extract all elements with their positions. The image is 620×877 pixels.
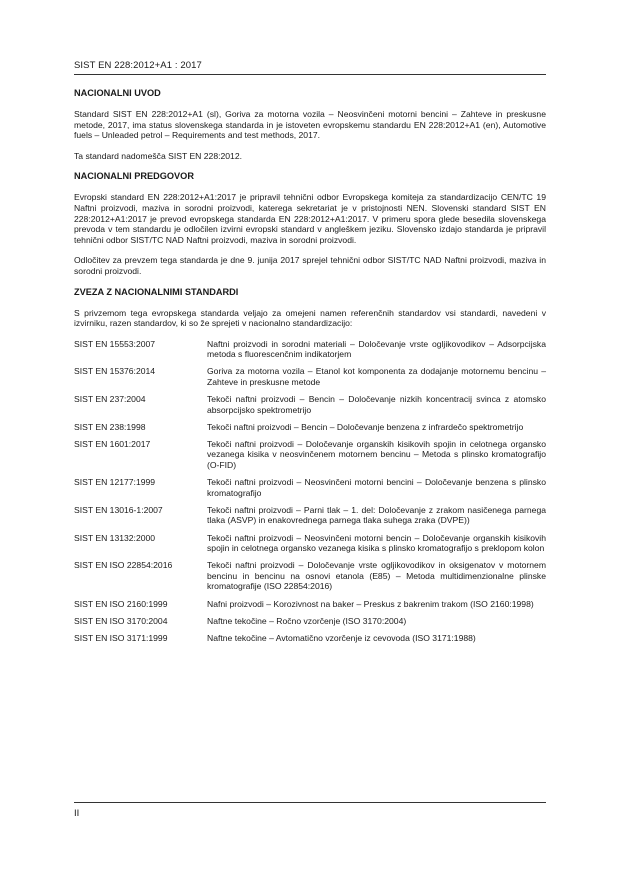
reference-code: SIST EN 15553:2007 — [74, 338, 156, 349]
reference-title: Naftne tekočine – Ročno vzorčenje (ISO 3170:2004) — [207, 615, 407, 626]
reference-title: Goriva za motorna vozila – Etanol kot komponenta za dodajanje motornemu bencinu – Zahteve in preskusne metode — [207, 366, 546, 387]
reference-title: Tekoči naftni proizvodi – Parni tlak – 1. del: Določevanje z zrakom nasičenega parnega tlaka (ASVP) in enakovrednega parnega tlaka suhega zraka (DVPE)) — [207, 504, 546, 526]
reference-row — [74, 533, 546, 561]
reference-title: Tekoči naftni proizvodi – Neosvinčeni motorni bencin – Določevanje organskih kisikovih spojin in celotnega organsko vezanega kisika s plinsko kromatografijo s preklopom kolon — [207, 532, 546, 554]
section-heading-predgovor: NACIONALNI PREDGOVOR — [74, 171, 194, 182]
reference-row — [74, 422, 546, 439]
reference-row — [74, 477, 546, 505]
reference-standards-table — [74, 339, 546, 650]
reference-code: SIST EN 1601:2017 — [74, 438, 151, 449]
reference-title: Tekoči naftni proizvodi – Določevanje organskih kisikovih spojin in celotnega organsko vezanega kisika v neosvinčenem motornem bencinu – Metoda s plinsko kromatografijo (O-FID) — [207, 438, 546, 471]
reference-row — [74, 599, 546, 616]
uvod-paragraph-1: Standard SIST EN 228:2012+A1 (sl), Goriva za motorna vozila – Neosvinčeni motorni bencini – Zahteve in preskusne metode, 2017, ima status slovenskega standarda in je istoveten evropskemu standardu EN 228:2012+A1 (en), Automotive fuels – Unleaded petrol – Requirements and test methods, 2017. — [74, 109, 546, 141]
reference-title: Naftni proizvodi in sorodni materiali – Določevanje vrste ogljikovodikov – Adsorpcijska metoda s fluorescenčnim indikatorjem — [207, 338, 546, 360]
reference-row — [74, 366, 546, 394]
reference-code: SIST EN 238:1998 — [74, 421, 146, 432]
reference-code: SIST EN ISO 3171:1999 — [74, 632, 168, 643]
reference-code: SIST EN 237:2004 — [74, 394, 146, 405]
reference-code: SIST EN 15376:2014 — [74, 366, 156, 377]
section-heading-uvod: NACIONALNI UVOD — [74, 88, 161, 98]
reference-row — [74, 616, 546, 633]
reference-row — [74, 439, 546, 477]
reference-title: Tekoči naftni proizvodi – Neosvinčeni motorni bencini – Določevanje benzena s plinsko kromatografijo — [207, 477, 546, 498]
header-rule — [74, 74, 546, 75]
reference-row — [74, 394, 546, 422]
running-header: SIST EN 228:2012+A1 : 2017 — [74, 60, 202, 71]
page-number: II — [74, 808, 80, 819]
reference-title: Tekoči naftni proizvodi – Bencin – Določevanje nizkih koncentracij svinca z atomsko absorpcijsko spektrometrijo — [207, 394, 546, 415]
reference-title: Tekoči naftni proizvodi – Bencin – Določevanje benzena z infrardečo spektrometrijo — [207, 421, 524, 432]
reference-row — [74, 633, 546, 650]
reference-code: SIST EN 13016-1:2007 — [74, 504, 163, 515]
reference-title: Nafni proizvodi – Korozivnost na baker – Preskus z bakrenim trakom (ISO 2160:1998) — [207, 598, 534, 609]
reference-code: SIST EN 12177:1999 — [74, 477, 156, 488]
reference-code: SIST EN ISO 2160:1999 — [74, 598, 168, 609]
zveza-intro: S privzemom tega evropskega standarda veljajo za omejeni namen referenčnih standardov vsi standardi, navedeni v izvirniku, razen standardov, ki so že sprejeti v nacionalno standardizacijo: — [74, 307, 546, 329]
section-heading-zveza: ZVEZA Z NACIONALNIMI STANDARDI — [74, 286, 239, 297]
footer-rule — [74, 802, 546, 803]
reference-row — [74, 505, 546, 533]
reference-title: Naftne tekočine – Avtomatično vzorčenje iz cevovoda (ISO 3171:1988) — [207, 632, 476, 643]
uvod-paragraph-2: Ta standard nadomešča SIST EN 228:2012. — [74, 150, 243, 161]
page-content — [74, 88, 546, 650]
reference-row — [74, 560, 546, 598]
reference-code: SIST EN 13132:2000 — [74, 532, 156, 543]
reference-code: SIST EN ISO 3170:2004 — [74, 615, 168, 626]
reference-code: SIST EN ISO 22854:2016 — [74, 560, 173, 571]
predgovor-paragraph-2: Odločitev za prevzem tega standarda je dne 9. junija 2017 sprejel tehnični odbor SIST/TC NAD Naftni proizvodi, maziva in sorodni proizvodi. — [74, 255, 546, 276]
reference-row — [74, 339, 546, 367]
reference-title: Tekoči naftni proizvodi – Določevanje vrste ogljikovodikov in oksigenatov v motornem bencinu in bencinu na osnovi etanola (E85) – Metoda multidimenzionalne plinske kromatografije (ISO 22854:2016) — [207, 560, 546, 592]
predgovor-paragraph-1: Evropski standard EN 228:2012+A1:2017 je pripravil tehnični odbor Evropskega komiteja za standardizacijo CEN/TC 19 Naftni proizvodi, maziva in sorodni proizvodi, katerega sekretariat je v pristojnosti NEN. Slovenski standard SIST EN 228:2012+A1:2017 je prevod evropskega standarda EN 228:2012+A1:2017. V primeru spora glede besedila slovenskega prevoda v tem standardu je odločilen izvirni evropski standard v angleškem jeziku. Slovensko izdajo standarda je pripravil tehnični odbor SIST/TC NAD Naftni proizvodi, maziva in sorodni proizvodi. — [74, 192, 546, 245]
